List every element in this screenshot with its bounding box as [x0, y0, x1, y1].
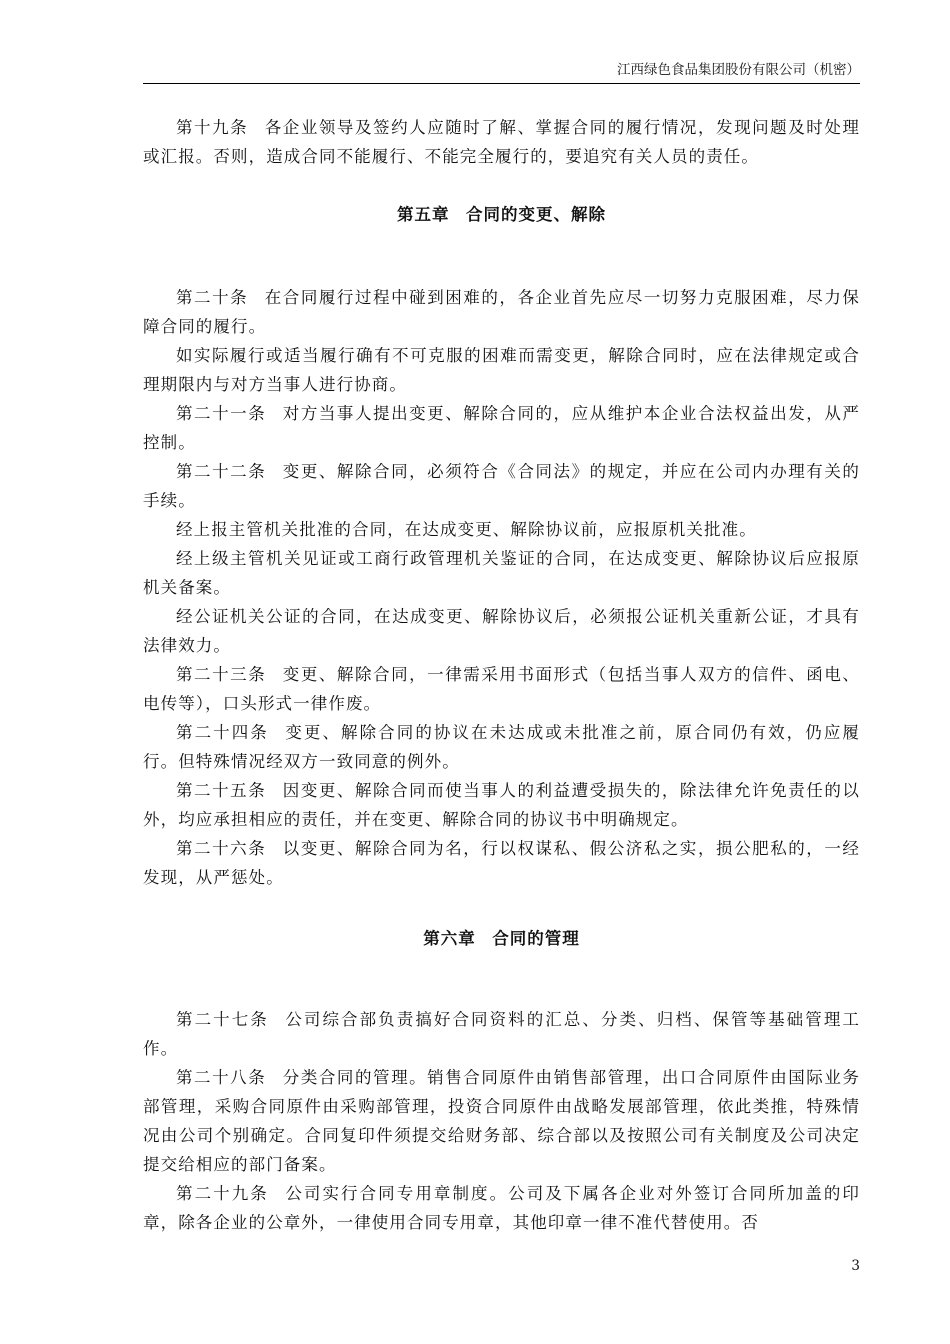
article-number: 第二十九条 — [176, 1184, 269, 1203]
article-text: 在合同履行过程中碰到困难的，各企业首先应尽一切努力克服困难，尽力保障合同的履行。 — [143, 288, 860, 336]
article-number: 第二十五条 — [176, 781, 267, 800]
article-number: 第二十二条 — [176, 462, 267, 481]
paragraph-article-26 — [143, 834, 860, 892]
article-number: 第二十四条 — [176, 723, 269, 742]
chapter-label: 第六章 — [423, 929, 476, 948]
chapter-title: 合同的管理 — [492, 929, 580, 948]
article-text: 以变更、解除合同为名，行以权谋私、假公济私之实，损公肥私的，一经发现，从严惩处。 — [143, 839, 860, 887]
page-number: 3 — [851, 1258, 860, 1274]
article-text: 因变更、解除合同而使当事人的利益遭受损失的，除法律允许免责任的以外，均应承担相应的责任，并在变更、解除合同的协议书中明确规定。 — [143, 781, 860, 829]
article-text: 变更、解除合同，必须符合《合同法》的规定，并应在公司内办理有关的手续。 — [143, 462, 860, 510]
article-number: 第二十条 — [176, 288, 249, 307]
paragraph-article-22-clause-2 — [143, 544, 860, 602]
header-company: 江西绿色食品集团股份有限公司（机密） — [617, 62, 860, 78]
chapter-label: 第五章 — [397, 205, 450, 224]
article-text: 公司实行合同专用章制度。公司及下属各企业对外签订合同所加盖的印章，除各企业的公章外，一律使用合同专用章，其他印章一律不准代替使用。否 — [143, 1184, 860, 1232]
article-text: 如实际履行或适当履行确有不可克服的困难而需变更，解除合同时，应在法律规定或合理期限内与对方当事人进行协商。 — [143, 346, 860, 394]
paragraph-article-29 — [143, 1179, 860, 1237]
article-number: 第二十七条 — [176, 1010, 269, 1029]
article-number: 第二十六条 — [176, 839, 267, 858]
chapter-6-heading — [143, 924, 860, 953]
paragraph-article-22-clause-3 — [143, 602, 860, 660]
article-text: 经公证机关公证的合同，在达成变更、解除协议后，必须报公证机关重新公证，才具有法律效力。 — [143, 607, 860, 655]
article-text: 经上报主管机关批准的合同，在达成变更、解除协议前，应报原机关批准。 — [176, 520, 757, 539]
page-header — [143, 60, 860, 80]
paragraph-article-24 — [143, 718, 860, 776]
paragraph-article-21 — [143, 399, 860, 457]
paragraph-article-27 — [143, 1005, 860, 1063]
paragraph-article-23 — [143, 660, 860, 718]
paragraph-article-25 — [143, 776, 860, 834]
paragraph-article-19 — [143, 113, 860, 171]
paragraph-article-22 — [143, 457, 860, 515]
article-text: 各企业领导及签约人应随时了解、掌握合同的履行情况，发现问题及时处理或汇报。否则，造成合同不能履行、不能完全履行的，要追究有关人员的责任。 — [143, 118, 860, 166]
chapter-title: 合同的变更、解除 — [466, 205, 606, 224]
article-text: 经上级主管机关见证或工商行政管理机关鉴证的合同，在达成变更、解除协议后应报原机关备案。 — [143, 549, 860, 597]
article-text: 变更、解除合同的协议在未达成或未批准之前，原合同仍有效，仍应履行。但特殊情况经双方一致同意的例外。 — [143, 723, 860, 771]
article-text: 对方当事人提出变更、解除合同的，应从维护本企业合法权益出发，从严控制。 — [143, 404, 860, 452]
article-number: 第十九条 — [176, 118, 249, 137]
article-text: 公司综合部负责搞好合同资料的汇总、分类、归档、保管等基础管理工作。 — [143, 1010, 860, 1058]
article-text: 分类合同的管理。销售合同原件由销售部管理，出口合同原件由国际业务部管理，采购合同原件由采购部管理，投资合同原件由战略发展部管理，依此类推，特殊情况由公司个别确定。合同复印件须提交给财务部、综合部以及按照公司有关制度及公司决定提交给相应的部门备案。 — [143, 1068, 860, 1174]
article-number: 第二十一条 — [176, 404, 267, 423]
article-number: 第二十八条 — [176, 1068, 267, 1087]
chapter-5-heading — [143, 200, 860, 229]
article-text: 变更、解除合同，一律需采用书面形式（包括当事人双方的信件、函电、电传等），口头形式一律作废。 — [143, 665, 860, 713]
document-body — [143, 113, 860, 1237]
paragraph-article-22-clause-1 — [143, 515, 860, 544]
paragraph-article-20 — [143, 283, 860, 341]
header-rule — [143, 83, 860, 84]
paragraph-article-20-clause — [143, 341, 860, 399]
article-number: 第二十三条 — [176, 665, 267, 684]
paragraph-article-28 — [143, 1063, 860, 1179]
